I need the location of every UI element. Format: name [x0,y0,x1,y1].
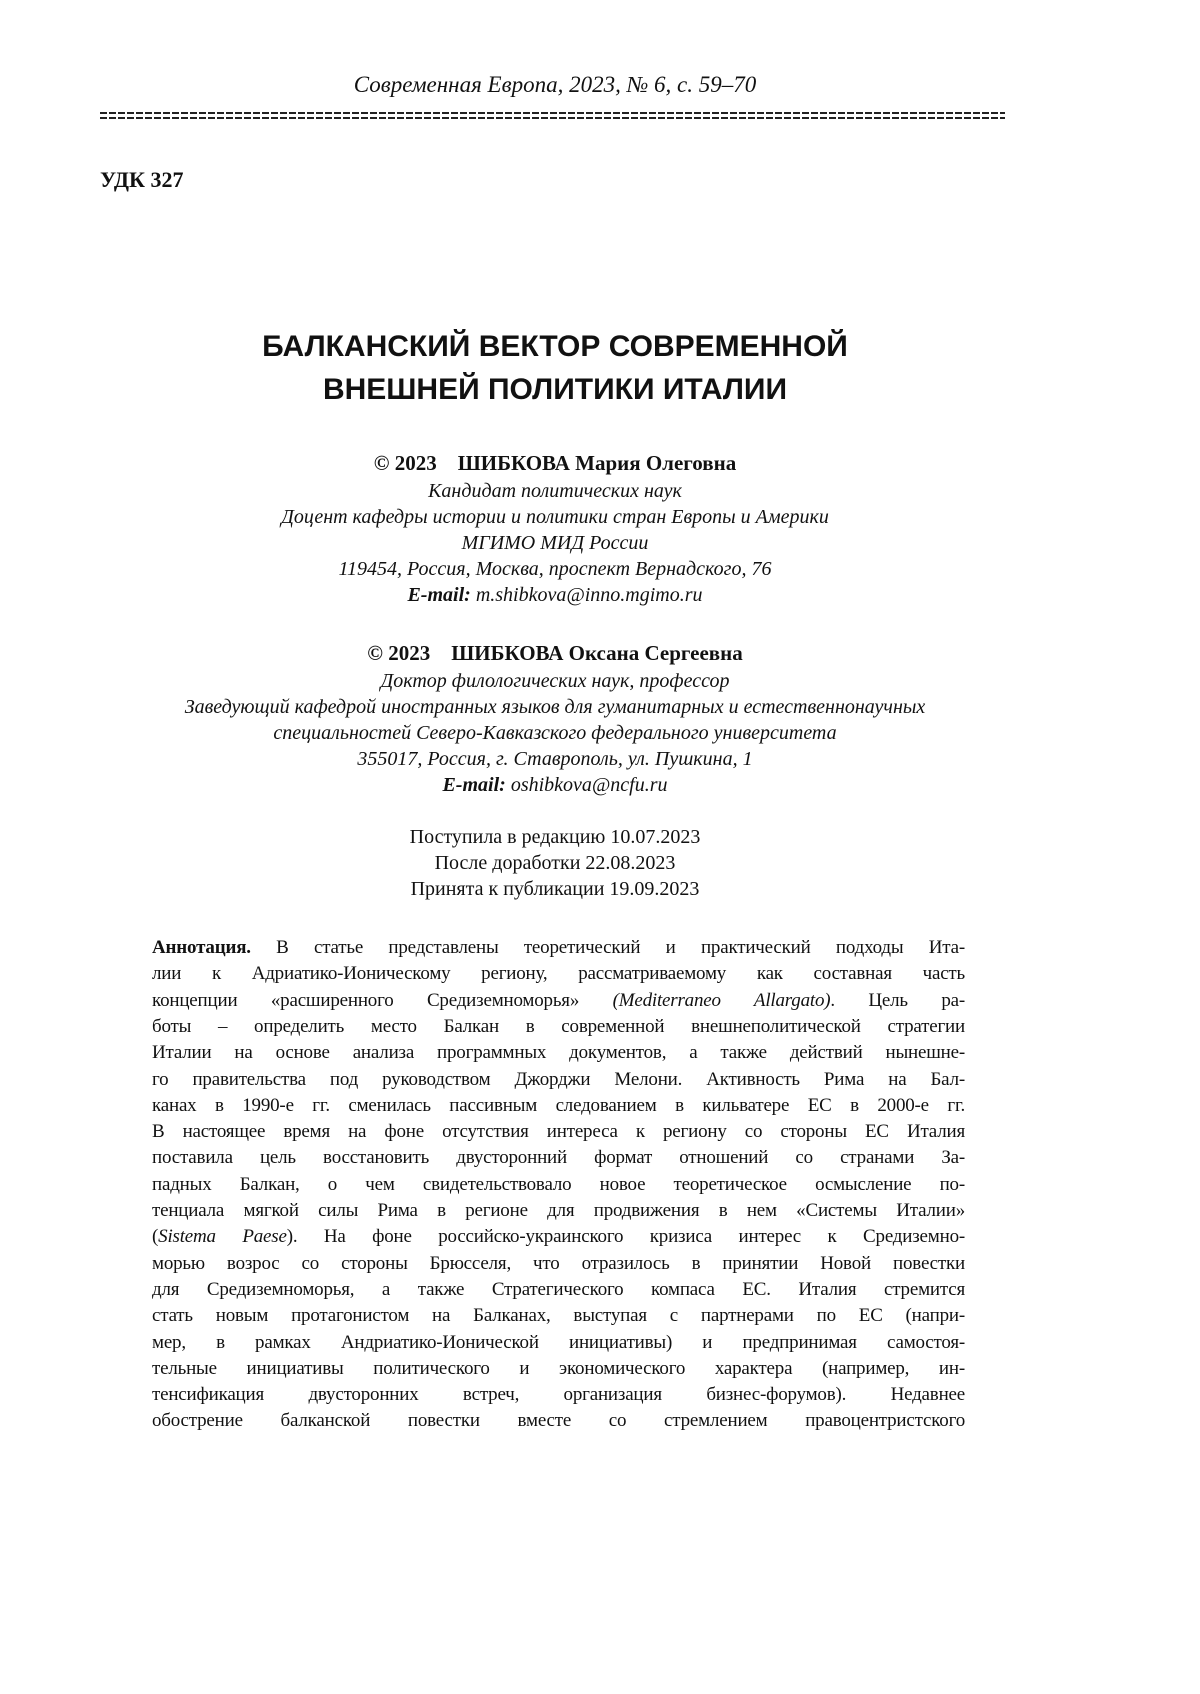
abstract-line [152,963,965,985]
author-1-degree: Кандидат политических наук [428,480,682,502]
author-2-email[interactable]: oshibkova@ncfu.ru [510,774,668,796]
author-2-affiliation: специальностей Северо-Кавказского федерального университета [273,722,837,744]
abstract-text: стать новым протагонистом на Балканах, выступая с партнерами по ЕС (напри- [152,1305,965,1327]
header-divider [100,112,1005,119]
abstract-line [152,1174,965,1196]
abstract-text: канах в 1990-е гг. сменилась пассивным следованием в кильватере ЕС в 2000-е гг. [152,1094,965,1116]
abstract-label: Аннотация. [152,937,251,958]
date-accepted: Принята к публикации 19.09.2023 [410,878,700,900]
abstract-text: тенсификация двусторонних встреч, организация бизнес-форумов). Недавнее [152,1384,965,1406]
udk-code: УДК 327 [100,167,184,192]
abstract-text: ( [152,1226,159,1248]
abstract-line [152,1384,965,1406]
abstract-text: ). На фоне российско-украинского кризиса интерес к Средиземно- [286,1226,965,1248]
abstract-text: В настоящее время на фоне отсутствия интереса к региону со стороны ЕС Италия [152,1121,965,1143]
abstract-line [152,1095,965,1117]
foreign-term: (Mediterraneo Allargato) [612,989,831,1011]
abstract-line [152,1358,965,1380]
abstract-text: концепции «расширенного Средиземноморья» [152,989,613,1011]
date-revised: После доработки 22.08.2023 [434,852,676,874]
abstract-line [152,1332,965,1354]
abstract-line [152,1279,965,1301]
abstract-text: лии к Адриатико-Ионическому региону, рассматриваемому как составная часть [152,963,965,985]
journal-citation: Современная Европа, 2023, № 6, с. 59–70 [353,72,757,97]
author-2-address: 355017, Россия, г. Ставрополь, ул. Пушкина, 1 [357,748,753,770]
abstract-text: поставила цель восстановить двусторонний формат отношений со странами За- [152,1147,965,1169]
abstract-line [152,1410,965,1432]
foreign-term: Sistema Paese [158,1226,287,1248]
abstract-line [152,1253,965,1275]
email-label: E-mail: [442,774,506,796]
abstract-text: падных Балкан, о чем свидетельствовало новое теоретическое осмысление по- [152,1173,965,1195]
author-2-name: © 2023 ШИБКОВА Оксана Сергеевна [367,641,743,665]
article-title-line-2: ВНЕШНЕЙ ПОЛИТИКИ ИТАЛИИ [322,373,788,406]
author-1-name: © 2023 ШИБКОВА Мария Олеговна [373,451,737,475]
abstract-text: для Средиземноморья, а также Стратегического компаса ЕС. Италия стремится [152,1278,965,1300]
abstract-text: боты – определить место Балкан в современной внешнеполитической стратегии [152,1015,965,1037]
abstract-line [152,990,965,1012]
abstract-line [152,1305,965,1327]
abstract-line [152,1016,965,1038]
abstract-line [152,937,965,959]
abstract-line [152,1069,965,1091]
author-2-position: Заведующий кафедрой иностранных языков для гуманитарных и естественнонаучных [184,696,926,718]
abstract-text: морью возрос со стороны Брюсселя, что отразилось в принятии Новой повестки [152,1252,965,1274]
abstract-text: обострение балканской повестки вместе со стремлением правоцентристского [152,1410,965,1432]
author-1-position: Доцент кафедры истории и политики стран Европы и Америки [281,506,829,528]
author-2-degree: Доктор филологических наук, профессор [380,670,730,692]
author-1-affiliation: МГИМО МИД России [461,532,649,554]
abstract-text: тельные инициативы политического и экономического характера (например, ин- [152,1357,965,1379]
abstract-line [152,1200,965,1222]
abstract-line [152,1121,965,1143]
article-title-line-1: БАЛКАНСКИЙ ВЕКТОР СОВРЕМЕННОЙ [262,330,848,363]
author-1-email[interactable]: m.shibkova@inno.mgimo.ru [475,584,703,606]
date-received: Поступила в редакцию 10.07.2023 [409,826,701,848]
author-2-email-line [0,774,1110,797]
abstract-text: Италии на основе анализа программных документов, а также действий нынешне- [152,1042,965,1064]
abstract-text: В статье представлены теоретический и практический подходы Ита- [250,937,965,958]
abstract-line [152,1042,965,1064]
abstract-line [152,1226,965,1248]
abstract-text: тенциала мягкой силы Рима в регионе для продвижения в нем «Системы Италии» [152,1200,965,1221]
abstract-text: . Цель ра- [830,989,966,1011]
email-label: E-mail: [407,584,471,606]
abstract-line [152,1147,965,1169]
abstract-text: мер, в рамках Андриатико-Ионической инициативы) и предпринимая самостоя- [152,1331,965,1353]
author-1-address: 119454, Россия, Москва, проспект Вернадского, 76 [338,558,772,580]
author-1-email-line [0,584,1110,607]
abstract-text: го правительства под руководством Джорджи Мелони. Активность Рима на Бал- [152,1068,965,1090]
